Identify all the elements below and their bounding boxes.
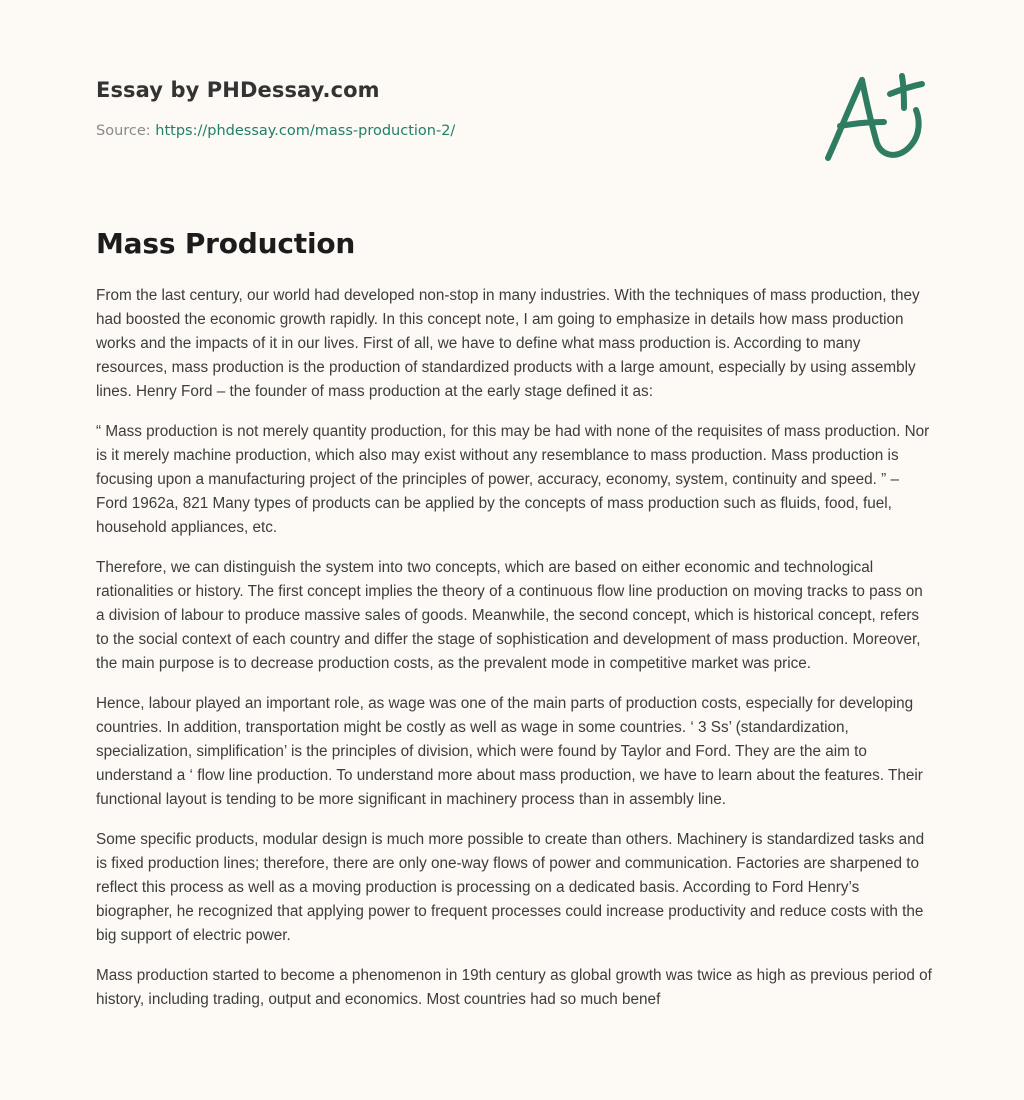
paragraph: From the last century, our world had developed non-stop in many industries. With the techniques of mass production, they had boosted the economic growth rapidly. In this concept note, I am going to emphasize in details how mass production works and the impacts of it in our lives. First of all, we have to define what mass production is. According to many resources, mass production is the production of standardized products with a large amount, especially by using assembly lines. Henry Ford – the founder of mass production at the early stage defined it as:: [96, 287, 920, 400]
paragraph-quote: “ Mass production is not merely quantity production, for this may be had with none of the requisites of mass production. Nor is it merely machine production, which also may exist without any resemblance to mass production. Mass production is focusing upon a manufacturing project of the principles of power, accuracy, economy, system, continuity and speed. ” – Ford 1962a, 821 Many types of products can be applied by the concepts of mass production such as fluids, food, fuel, household appliances, etc.: [96, 423, 930, 536]
source-line: [96, 121, 796, 141]
source-label: Source:: [96, 123, 151, 139]
source-link[interactable]: https://phdessay.com/mass-production-2/: [155, 123, 456, 139]
article-title: Mass Production: [96, 227, 356, 260]
paragraph: Some specific products, modular design is much more possible to create than others. Machinery is standardized tasks and is fixed production lines; therefore, there are only one-way flows of power and communication. Factories are sharpened to reflect this process as well as a moving production is processing on a dedicated basis. According to Ford Henry’s biographer, he recognized that applying power to frequent processes could increase productivity and reduce costs with the big support of electric power.: [96, 831, 925, 944]
page-header: [96, 76, 796, 141]
paragraph: Hence, labour played an important role, as wage was one of the main parts of production costs, especially for developing countries. In addition, transportation might be costly as well as wage in some countries. ‘ 3 Ss’ (standardization, specialization, simplification’ is the principles of division, which were found by Taylor and Ford. They are the aim to understand a ‘ flow line production. To understand more about mass production, we have to learn about the features. Their functional layout is tending to be more significant in machinery process than in assembly line.: [96, 695, 923, 808]
brand-title: Essay by PHDessay.com: [96, 78, 380, 102]
paragraph: Mass production started to become a phenomenon in 19th century as global growth was twice as high as previous period of history, including trading, output and economics. Most countries had so much benef: [96, 967, 932, 1008]
article-body: [96, 284, 934, 1028]
paragraph: Therefore, we can distinguish the system into two concepts, which are based on either economic and technological rationalities or history. The first concept implies the theory of a continuous flow line production on moving tracks to pass on a division of labour to produce massive sales of goods. Meanwhile, the second concept, which is historical concept, refers to the social context of each country and differ the stage of sophistication and development of mass production. Moreover, the main purpose is to decrease production costs, as the prevalent mode in competitive market was price.: [96, 559, 923, 672]
a-plus-grade-icon: [818, 66, 930, 166]
